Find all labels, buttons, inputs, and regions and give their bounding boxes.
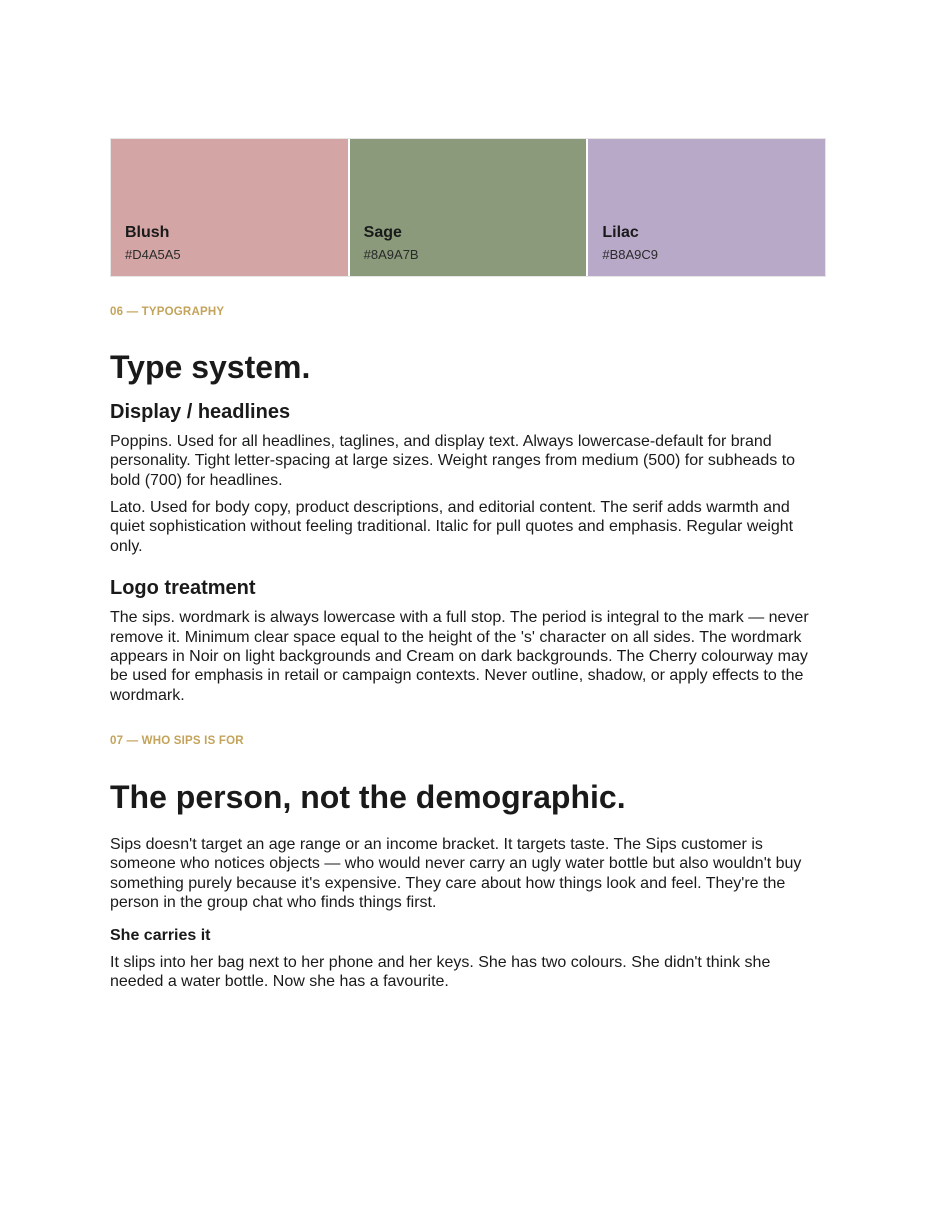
section-eyebrow: 07 — WHO SIPS IS FOR: [110, 735, 244, 748]
logo-heading: Logo treatment: [110, 577, 256, 600]
color-palette: [110, 138, 826, 277]
swatch-name: Blush: [125, 224, 170, 241]
swatch-name: Sage: [363, 224, 402, 241]
body-font-description: Lato. Used for body copy, product descriptions, and editorial content. The serif adds warmth and quiet sophistication without feeling traditional. Italic for pull quotes and emphasis. Regular weight only.: [110, 499, 794, 555]
logo-description: The sips. wordmark is always lowercase with a full stop. The period is integral to the mark — never remove it. Minimum clear space equal to the height of the 's' character on all sides. The wordmark appears in Noir on light backgrounds and Cream on dark backgrounds. The Cherry colourway may be used for emphasis in retail or campaign contexts. Never outline, shadow, or apply effects to the wordmark.: [110, 609, 809, 704]
swatch-sage: [348, 139, 587, 276]
subsection-body: It slips into her bag next to her phone and her keys. She has two colours. She didn't think she needed a water bottle. Now she has a favourite.: [110, 953, 771, 991]
swatch-hex: #B8A9C9: [602, 247, 658, 262]
section-title: Type system.: [110, 349, 311, 385]
swatch-blush: [111, 139, 348, 276]
audience-section: [110, 735, 826, 991]
typography-section: [110, 306, 826, 705]
section-eyebrow: 06 — TYPOGRAPHY: [110, 306, 225, 318]
audience-intro: Sips doesn't target an age range or an income bracket. It targets taste. The Sips customer is someone who notices objects — who would never carry an ugly water bottle but also wouldn't buy something purely because it's expensive. They care about how things look and feel. They're the person in the group chat who finds things first.: [110, 836, 802, 912]
swatch-hex: #D4A5A5: [125, 247, 181, 262]
swatch-lilac: [586, 139, 825, 276]
brand-guide-page: [110, 138, 826, 992]
subsection-heading: She carries it: [110, 926, 211, 944]
display-heading: Display / headlines: [110, 400, 291, 423]
swatch-name: Lilac: [602, 224, 639, 241]
display-description: Poppins. Used for all headlines, taglines, and display text. Always lowercase-default for brand personality. Tight letter-spacing at large sizes. Weight ranges from medium (500) for subheads to bold (700) for headlines.: [110, 432, 796, 489]
section-title: The person, not the demographic.: [110, 779, 626, 816]
swatch-hex: #8A9A7B: [363, 247, 419, 262]
